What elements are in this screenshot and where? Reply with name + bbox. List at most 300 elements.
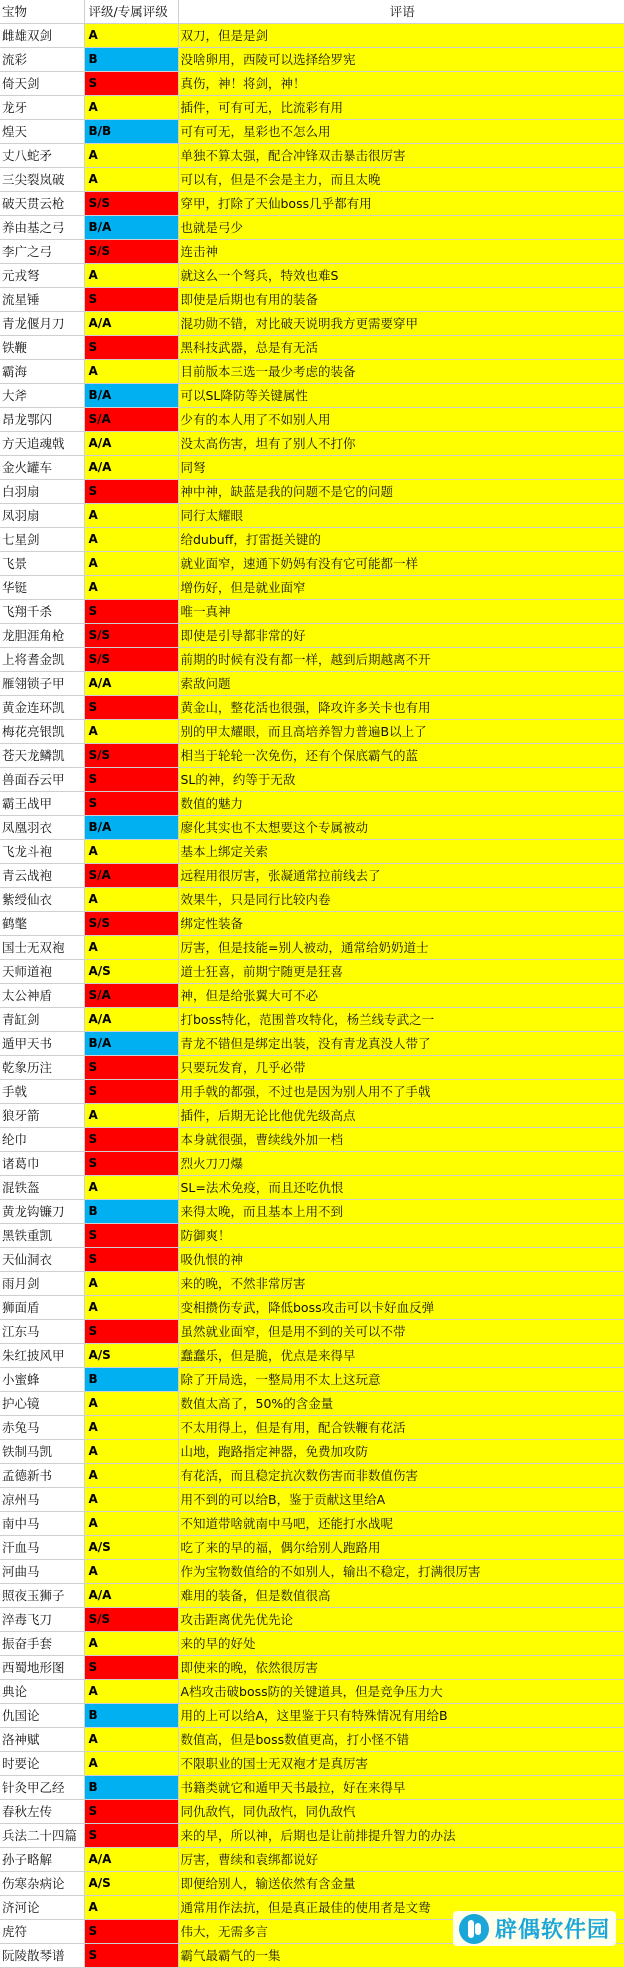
item-grade: A — [84, 552, 178, 576]
item-name: 小蜜蜂 — [0, 1368, 84, 1392]
table-row — [0, 120, 624, 144]
item-name: 阮陵散琴谱 — [0, 1944, 84, 1968]
item-name: 汗血马 — [0, 1536, 84, 1560]
item-grade: S/S — [84, 912, 178, 936]
item-grade: B — [84, 48, 178, 72]
item-name: 振奋手套 — [0, 1632, 84, 1656]
item-grade: A — [84, 264, 178, 288]
item-grade: S — [84, 1248, 178, 1272]
item-comment: 连击神 — [178, 240, 624, 264]
item-name: 黄金连环凯 — [0, 696, 84, 720]
item-grade: A — [84, 168, 178, 192]
item-comment: A档攻击破boss防的关键道具，但是竞争压力大 — [178, 1680, 624, 1704]
table-row — [0, 648, 624, 672]
table-row — [0, 1104, 624, 1128]
item-name: 霸海 — [0, 360, 84, 384]
item-comment: 即使是后期也有用的装备 — [178, 288, 624, 312]
table-row — [0, 960, 624, 984]
item-grade: A — [84, 1728, 178, 1752]
item-grade: S — [84, 1080, 178, 1104]
item-name: 紫绶仙衣 — [0, 888, 84, 912]
item-comment: 蠢蠢乐，但是脆，优点是来得早 — [178, 1344, 624, 1368]
item-name: 丈八蛇矛 — [0, 144, 84, 168]
item-grade: S — [84, 600, 178, 624]
watermark — [453, 1911, 616, 1946]
item-name: 七星剑 — [0, 528, 84, 552]
item-comment: 同行太耀眼 — [178, 504, 624, 528]
item-grade: A — [84, 936, 178, 960]
item-comment: 给dubuff，打雷挺关键的 — [178, 528, 624, 552]
item-grade: S/S — [84, 744, 178, 768]
table-row — [0, 1224, 624, 1248]
item-name: 青云战袍 — [0, 864, 84, 888]
item-grade: S — [84, 288, 178, 312]
item-comment: 本身就很强，曹续线外加一档 — [178, 1128, 624, 1152]
item-comment: 即使来的晚，依然很厉害 — [178, 1656, 624, 1680]
item-name: 大斧 — [0, 384, 84, 408]
item-comment: 有花活，而且稳定抗次数伤害而非数值伤害 — [178, 1464, 624, 1488]
table-row — [0, 840, 624, 864]
item-grade: S/S — [84, 192, 178, 216]
item-grade: A/A — [84, 456, 178, 480]
item-grade: A — [84, 1560, 178, 1584]
item-comment: SL=法术免疫，而且还吃仇恨 — [178, 1176, 624, 1200]
item-grade: A — [84, 1680, 178, 1704]
item-comment: 神，但是给张翼大可不必 — [178, 984, 624, 1008]
item-name: 洛神赋 — [0, 1728, 84, 1752]
item-comment: 道士狂喜，前期宁随更是狂喜 — [178, 960, 624, 984]
item-grade: S — [84, 1224, 178, 1248]
item-grade: B — [84, 1776, 178, 1800]
item-comment: 来的晚，不然非常厉害 — [178, 1272, 624, 1296]
item-comment: 来的早的好处 — [178, 1632, 624, 1656]
item-grade: S — [84, 1128, 178, 1152]
item-comment: 即使是引导都非常的好 — [178, 624, 624, 648]
item-grade: A/S — [84, 1344, 178, 1368]
item-grade: B/B — [84, 120, 178, 144]
item-name: 江东马 — [0, 1320, 84, 1344]
item-grade: S/A — [84, 408, 178, 432]
item-name: 狼牙箭 — [0, 1104, 84, 1128]
item-grade: A — [84, 1440, 178, 1464]
table-row — [0, 360, 624, 384]
item-name: 流星锤 — [0, 288, 84, 312]
table-row — [0, 1944, 624, 1968]
item-name: 淬毒飞刀 — [0, 1608, 84, 1632]
table-row — [0, 1416, 624, 1440]
item-name: 照夜玉狮子 — [0, 1584, 84, 1608]
table-row — [0, 864, 624, 888]
item-name: 飞龙斗袍 — [0, 840, 84, 864]
item-name: 孙子略解 — [0, 1848, 84, 1872]
item-comment: 打boss特化，范围普攻特化，杨兰线专武之一 — [178, 1008, 624, 1032]
item-name: 雁翎锁子甲 — [0, 672, 84, 696]
item-name: 国士无双袍 — [0, 936, 84, 960]
table-row — [0, 1320, 624, 1344]
item-comment: 伟大，无需多言 — [178, 1920, 624, 1944]
table-row — [0, 312, 624, 336]
item-name: 倚天剑 — [0, 72, 84, 96]
table-row — [0, 1200, 624, 1224]
item-name: 狮面盾 — [0, 1296, 84, 1320]
item-grade: B/A — [84, 1032, 178, 1056]
item-name: 梅花亮银凯 — [0, 720, 84, 744]
item-name: 时要论 — [0, 1752, 84, 1776]
table-row — [0, 264, 624, 288]
item-grade: S — [84, 768, 178, 792]
item-comment: 虽然就业面窄，但是用不到的关可以不带 — [178, 1320, 624, 1344]
table-row — [0, 336, 624, 360]
item-comment: 用不到的可以给B，鉴于贡献这里给A — [178, 1488, 624, 1512]
item-comment: 真伤，神！将剑，神！ — [178, 72, 624, 96]
table-row — [0, 1584, 624, 1608]
item-name: 天仙洞衣 — [0, 1248, 84, 1272]
table-row — [0, 600, 624, 624]
item-name: 流彩 — [0, 48, 84, 72]
item-grade: A — [84, 1464, 178, 1488]
item-name: 遁甲天书 — [0, 1032, 84, 1056]
item-name: 乾象历注 — [0, 1056, 84, 1080]
item-grade: S — [84, 336, 178, 360]
table-row — [0, 432, 624, 456]
item-grade: A/A — [84, 1584, 178, 1608]
item-name: 孟德新书 — [0, 1464, 84, 1488]
item-name: 典论 — [0, 1680, 84, 1704]
item-comment: 廖化其实也不太想要这个专属被动 — [178, 816, 624, 840]
item-grade: S — [84, 1656, 178, 1680]
item-name: 破天贯云枪 — [0, 192, 84, 216]
item-grade: A — [84, 888, 178, 912]
item-grade: S/S — [84, 624, 178, 648]
table-row — [0, 1656, 624, 1680]
item-name: 元戎弩 — [0, 264, 84, 288]
item-name: 河曲马 — [0, 1560, 84, 1584]
table-row — [0, 576, 624, 600]
table-row — [0, 144, 624, 168]
item-comment: 数值高，但是boss数值更高，打小怪不错 — [178, 1728, 624, 1752]
item-name: 霸王战甲 — [0, 792, 84, 816]
item-comment: 目前版本三选一最少考虑的装备 — [178, 360, 624, 384]
header-grade: 评级/专属评级 — [84, 0, 178, 24]
item-name: 白羽扇 — [0, 480, 84, 504]
watermark-text: 辟偶软件园 — [494, 1918, 610, 1943]
item-comment: 作为宝物数值给的不如别人，输出不稳定，打满很厉害 — [178, 1560, 624, 1584]
item-grade: S — [84, 1320, 178, 1344]
item-name: 兵法二十四篇 — [0, 1824, 84, 1848]
table-row — [0, 1032, 624, 1056]
item-grade: A — [84, 1416, 178, 1440]
item-grade: A — [84, 840, 178, 864]
item-comment: 神中神，缺蓝是我的问题不是它的问题 — [178, 480, 624, 504]
table-row — [0, 96, 624, 120]
item-grade: B/A — [84, 816, 178, 840]
table-row — [0, 72, 624, 96]
table-row — [0, 1632, 624, 1656]
item-name: 太公神盾 — [0, 984, 84, 1008]
item-comment: 别的甲太耀眼，而且高培养智力普遍B以上了 — [178, 720, 624, 744]
item-name: 华铤 — [0, 576, 84, 600]
item-name: 煌天 — [0, 120, 84, 144]
item-comment: 不知道带啥就南中马吧，还能打水战呢 — [178, 1512, 624, 1536]
table-row — [0, 1464, 624, 1488]
item-grade: S/A — [84, 984, 178, 1008]
item-name: 赤兔马 — [0, 1416, 84, 1440]
item-comment: 没太高伤害，坦有了别人不打你 — [178, 432, 624, 456]
item-name: 济河论 — [0, 1896, 84, 1920]
item-grade: B — [84, 1704, 178, 1728]
item-grade: A — [84, 1512, 178, 1536]
item-grade: B — [84, 1200, 178, 1224]
item-grade: A — [84, 1392, 178, 1416]
item-grade: S — [84, 1800, 178, 1824]
table-row — [0, 984, 624, 1008]
table-row — [0, 1536, 624, 1560]
item-grade: S/S — [84, 1608, 178, 1632]
item-grade: A — [84, 360, 178, 384]
logo-icon — [459, 1914, 489, 1944]
item-comment: 就业面窄，速通下奶妈有没有它可能都一样 — [178, 552, 624, 576]
item-grade: S — [84, 1152, 178, 1176]
item-comment: 增伤好，但是就业面窄 — [178, 576, 624, 600]
item-grade: S — [84, 1920, 178, 1944]
item-name: 兽面吞云甲 — [0, 768, 84, 792]
item-grade: B/A — [84, 216, 178, 240]
item-name: 雨月剑 — [0, 1272, 84, 1296]
table-row — [0, 480, 624, 504]
item-grade: A — [84, 144, 178, 168]
table-row — [0, 1608, 624, 1632]
item-name: 伤寒杂病论 — [0, 1872, 84, 1896]
item-grade: B — [84, 1368, 178, 1392]
item-name: 春秋左传 — [0, 1800, 84, 1824]
header-comment: 评语 — [178, 0, 624, 24]
item-grade: A/A — [84, 1008, 178, 1032]
table-row — [0, 1056, 624, 1080]
item-name: 上将耆金凯 — [0, 648, 84, 672]
item-comment: 山地，跑路指定神器，免费加攻防 — [178, 1440, 624, 1464]
item-grade: S — [84, 1944, 178, 1968]
header-row — [0, 0, 624, 24]
item-comment: 来的早，所以神，后期也是让前排提升智力的办法 — [178, 1824, 624, 1848]
table-row — [0, 1128, 624, 1152]
item-comment: 不太用得上，但是有用，配合铁鞭有花活 — [178, 1416, 624, 1440]
item-comment: 黄金山，整花活也很强，降攻许多关卡也有用 — [178, 696, 624, 720]
item-comment: 双刀，但是是剑 — [178, 24, 624, 48]
table-row — [0, 672, 624, 696]
item-comment: 索敌问题 — [178, 672, 624, 696]
item-comment: 前期的时候有没有都一样，越到后期越离不开 — [178, 648, 624, 672]
item-name: 天师道袍 — [0, 960, 84, 984]
item-grade: S — [84, 72, 178, 96]
header-name: 宝物 — [0, 0, 84, 24]
item-name: 铁鞭 — [0, 336, 84, 360]
item-grade: A — [84, 1272, 178, 1296]
item-comment: 就这么一个弩兵，特效也难S — [178, 264, 624, 288]
item-comment: 数值太高了，50%的含金量 — [178, 1392, 624, 1416]
table-row — [0, 1824, 624, 1848]
item-comment: 青龙不错但是绑定出装，没有青龙真没人带了 — [178, 1032, 624, 1056]
item-grade: A/S — [84, 1872, 178, 1896]
item-grade: A — [84, 1632, 178, 1656]
item-name: 诸葛巾 — [0, 1152, 84, 1176]
table-row — [0, 768, 624, 792]
item-name: 南中马 — [0, 1512, 84, 1536]
item-name: 凉州马 — [0, 1488, 84, 1512]
item-name: 三尖裂岚破 — [0, 168, 84, 192]
item-grade: S — [84, 480, 178, 504]
item-comment: 书籍类就它和遁甲天书最拉，好在来得早 — [178, 1776, 624, 1800]
item-grade: A — [84, 720, 178, 744]
item-grade: A — [84, 1488, 178, 1512]
item-comment: 厉害，但是技能=别人被动，通常给奶奶道士 — [178, 936, 624, 960]
table-row — [0, 912, 624, 936]
table-row — [0, 1176, 624, 1200]
item-grade: A — [84, 1296, 178, 1320]
item-grade: S — [84, 792, 178, 816]
item-comment: 吃了来的早的福，偶尔给别人跑路用 — [178, 1536, 624, 1560]
item-comment: 数值的魅力 — [178, 792, 624, 816]
table-row — [0, 624, 624, 648]
item-grade: S — [84, 1824, 178, 1848]
table-row — [0, 1152, 624, 1176]
item-name: 仇国论 — [0, 1704, 84, 1728]
table-row — [0, 888, 624, 912]
item-name: 苍天龙鳞凯 — [0, 744, 84, 768]
item-comment: 远程用很厉害，张凝通常拉前线去了 — [178, 864, 624, 888]
item-name: 凤凰羽衣 — [0, 816, 84, 840]
item-comment: 基本上绑定关索 — [178, 840, 624, 864]
item-name: 龙牙 — [0, 96, 84, 120]
item-comment: 用的上可以给A，这里鉴于只有特殊情况有用给B — [178, 1704, 624, 1728]
item-name: 青缸剑 — [0, 1008, 84, 1032]
item-comment: 防御爽！ — [178, 1224, 624, 1248]
table-row — [0, 1272, 624, 1296]
table-row — [0, 1800, 624, 1824]
item-grade: S/S — [84, 648, 178, 672]
table-row — [0, 1248, 624, 1272]
table-row — [0, 1560, 624, 1584]
item-comment: 相当于轮轮一次免伤，还有个保底霸气的蓝 — [178, 744, 624, 768]
item-name: 青龙偃月刀 — [0, 312, 84, 336]
item-comment: 通常用作法抗，但是真正最佳的使用者是文鸯 — [178, 1896, 624, 1920]
item-comment: 来得太晚，而且基本上用不到 — [178, 1200, 624, 1224]
item-grade: A/A — [84, 432, 178, 456]
item-grade: A — [84, 1104, 178, 1128]
item-comment: 即便给别人，输送依然有含金量 — [178, 1872, 624, 1896]
item-comment: 插件，后期无论比他优先级高点 — [178, 1104, 624, 1128]
table-row — [0, 1848, 624, 1872]
table-row — [0, 168, 624, 192]
item-name: 朱红披风甲 — [0, 1344, 84, 1368]
item-grade: A — [84, 24, 178, 48]
item-grade: A — [84, 96, 178, 120]
item-comment: 少有的本人用了不如别人用 — [178, 408, 624, 432]
item-comment: 同仇敌忾，同仇敌忾，同仇敌忾 — [178, 1800, 624, 1824]
item-comment: 插件，可有可无，比流彩有用 — [178, 96, 624, 120]
table-row — [0, 408, 624, 432]
table-row — [0, 696, 624, 720]
table-row — [0, 1680, 624, 1704]
item-name: 铁制马凯 — [0, 1440, 84, 1464]
item-grade: A — [84, 1752, 178, 1776]
table-row — [0, 816, 624, 840]
table-row — [0, 744, 624, 768]
item-grade: A/S — [84, 960, 178, 984]
item-comment: 除了开局选，一整局用不太上这玩意 — [178, 1368, 624, 1392]
table-row — [0, 1752, 624, 1776]
item-name: 针灸甲乙经 — [0, 1776, 84, 1800]
item-comment: 单独不算太强，配合冲锋双击暴击很厉害 — [178, 144, 624, 168]
item-comment: 效果牛，只是同行比较内卷 — [178, 888, 624, 912]
table-row — [0, 48, 624, 72]
item-name: 黄龙钩镰刀 — [0, 1200, 84, 1224]
item-name: 龙胆涯角枪 — [0, 624, 84, 648]
table-row — [0, 1872, 624, 1896]
item-name: 飞翔千杀 — [0, 600, 84, 624]
item-name: 金火罐车 — [0, 456, 84, 480]
table-row — [0, 504, 624, 528]
item-grade: S — [84, 1056, 178, 1080]
item-name: 西蜀地形图 — [0, 1656, 84, 1680]
table-row — [0, 720, 624, 744]
item-comment: 用手戟的都强，不过也是因为别人用不了手戟 — [178, 1080, 624, 1104]
item-comment: 同弩 — [178, 456, 624, 480]
table-row — [0, 24, 624, 48]
item-grade: A/A — [84, 312, 178, 336]
item-comment: 黑科技武器，总是有无活 — [178, 336, 624, 360]
table-row — [0, 240, 624, 264]
item-name: 飞景 — [0, 552, 84, 576]
item-name: 凤羽扇 — [0, 504, 84, 528]
table-row — [0, 216, 624, 240]
item-comment: 不限职业的国士无双袍才是真厉害 — [178, 1752, 624, 1776]
table-row — [0, 1704, 624, 1728]
item-name: 李广之弓 — [0, 240, 84, 264]
table-row — [0, 792, 624, 816]
item-comment: 穿甲，打除了天仙boss几乎都有用 — [178, 192, 624, 216]
item-grade: S — [84, 696, 178, 720]
item-name: 护心镜 — [0, 1392, 84, 1416]
item-comment: 霸气最霸气的一集 — [178, 1944, 624, 1968]
item-comment: 可以有，但是不会是主力，而且太晚 — [178, 168, 624, 192]
table-row — [0, 1296, 624, 1320]
item-comment: 绑定性装备 — [178, 912, 624, 936]
table-row — [0, 1368, 624, 1392]
table-row — [0, 384, 624, 408]
item-name: 方天追魂戟 — [0, 432, 84, 456]
table-row — [0, 1080, 624, 1104]
item-grade: A/A — [84, 672, 178, 696]
table-row — [0, 192, 624, 216]
table-row — [0, 1512, 624, 1536]
item-grade: A — [84, 504, 178, 528]
item-comment: 变相攒伤专武，降低boss攻击可以卡好血反弹 — [178, 1296, 624, 1320]
item-name: 鹤氅 — [0, 912, 84, 936]
table-row — [0, 1392, 624, 1416]
item-comment: 也就是弓少 — [178, 216, 624, 240]
item-grade: A — [84, 1896, 178, 1920]
item-grade: A — [84, 528, 178, 552]
item-comment: 没啥卵用，西陵可以选择给罗宪 — [178, 48, 624, 72]
item-grade: A — [84, 1176, 178, 1200]
item-comment: 厉害，曹续和袁绑都说好 — [178, 1848, 624, 1872]
item-comment: 吸仇恨的神 — [178, 1248, 624, 1272]
table-row — [0, 456, 624, 480]
table-row — [0, 936, 624, 960]
item-comment: 烈火刀刀爆 — [178, 1152, 624, 1176]
item-name: 黑铁重凯 — [0, 1224, 84, 1248]
item-comment: 唯一真神 — [178, 600, 624, 624]
